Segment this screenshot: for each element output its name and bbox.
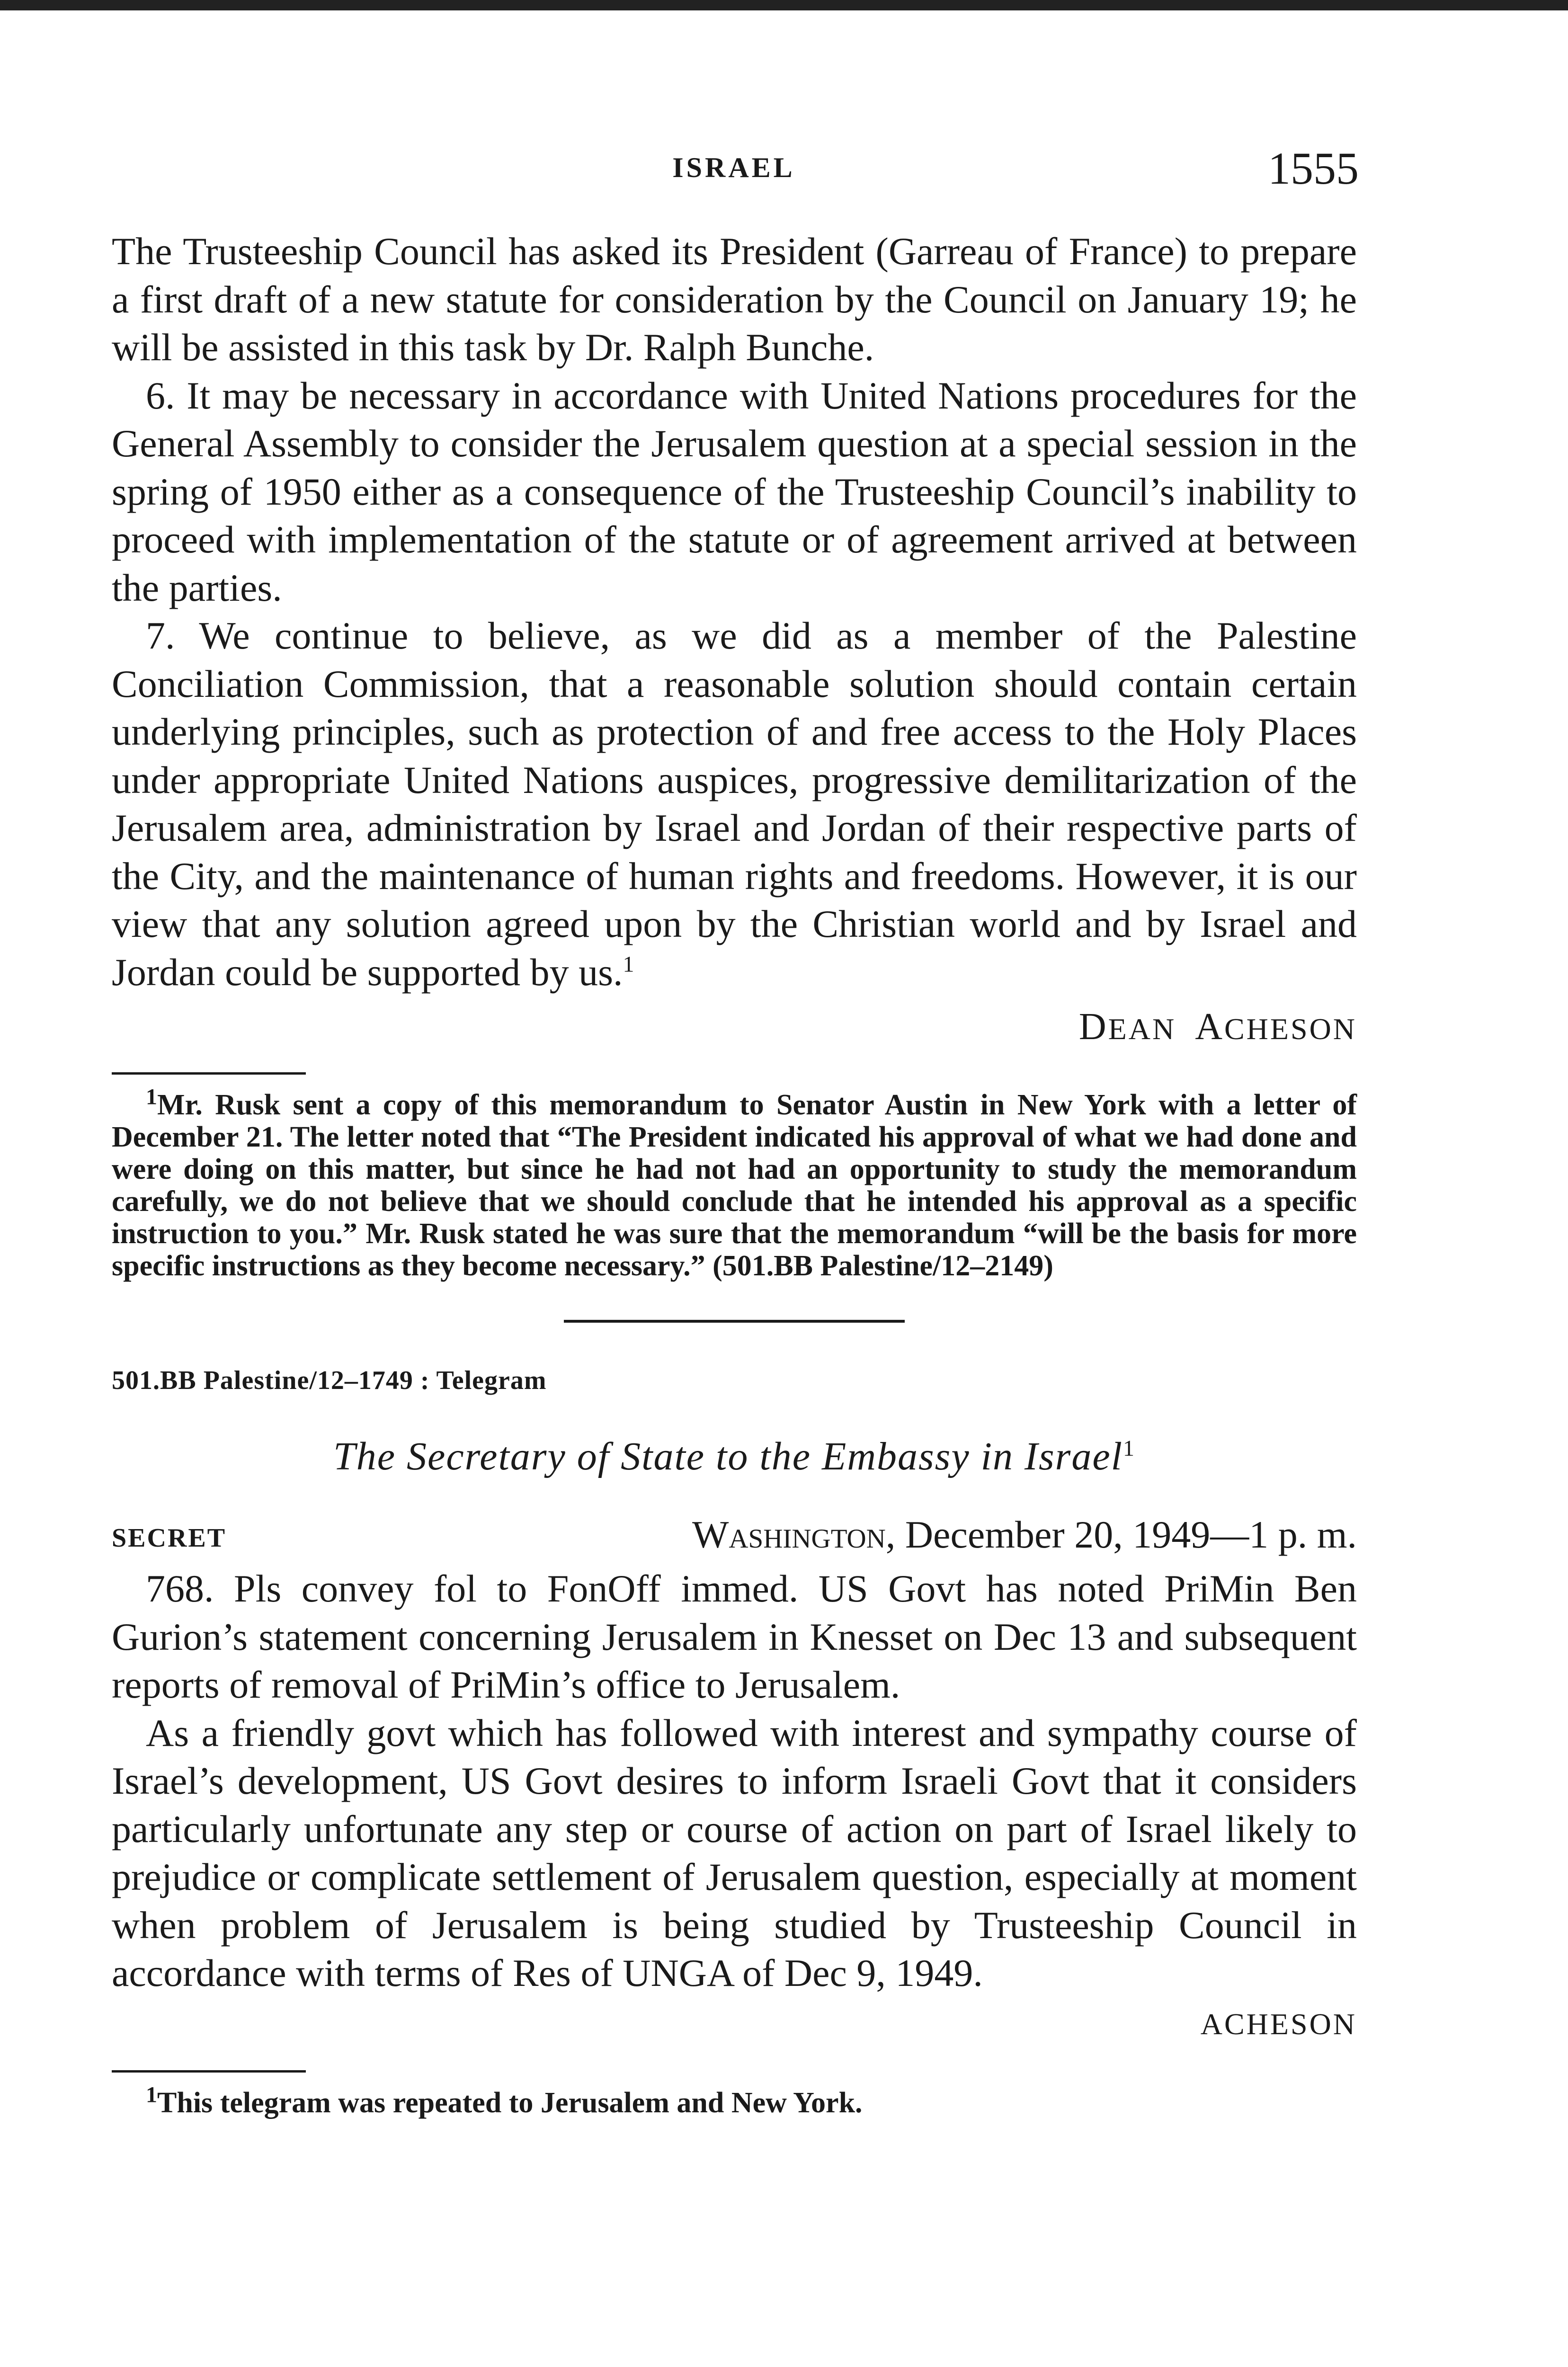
signature-last: ACHESON xyxy=(1195,1006,1357,1048)
telegram-paragraph-1: 768. Pls convey fol to FonOff immed. US Govt has noted PriMin Ben Gurion’s statement concerning Jerusalem in Knesset on Dec 13 and subsequent reports of removal of PriMin’s office to Jerusalem. xyxy=(112,1567,1357,1706)
page-header xyxy=(109,142,1359,199)
memo-paragraph-continued: The Trusteeship Council has asked its President (Garreau of France) to prepare a first draft of a new statute for consideration by the Council on January 19; he will be assisted in this task by Dr. Ralph Bunche. xyxy=(112,230,1357,369)
dateline xyxy=(692,1513,1357,1557)
memo-paragraph-7-text: 7. We continue to believe, as we did as a member of the Palestine Conciliation Commission, that a reasonable solution should contain certain underlying principles, such as protection of and free access to the Holy Places under appropriate United Nations auspices, progressive demilitarization of the Jerusalem area, administration by Israel and Jordan of their respective parts of the City, and the maintenance of human rights and freedoms. However, it is our view that any solution agreed upon by the Christian world and by Israel and Jordan could be supported by us. xyxy=(112,614,1357,994)
telegram-footnote xyxy=(112,2082,1357,2119)
page-body xyxy=(112,227,1357,2119)
dateline-date: , December 20, 1949—1 p. m. xyxy=(885,1513,1357,1556)
telegram-title: The Secretary of State to the Embassy in Israel$^1$ xyxy=(333,1434,1135,1478)
footnote-rule xyxy=(112,1072,306,1075)
telegram-paragraph-2: As a friendly govt which has followed with interest and sympathy course of Israel’s development, US Govt desires to inform Israeli Govt that it considers particularly unfortunate any step or course of action on part of Israel likely to prejudice or complicate settlement of Jerusalem question, especially at moment when problem of Jerusalem is being studied by Trusteeship Council in accordance with terms of Res of UNGA of Dec 9, 1949. xyxy=(112,1711,1357,1994)
telegram-signature xyxy=(112,2007,1357,2042)
dateline-place: Washington xyxy=(692,1513,886,1556)
memo-paragraph-6: 6. It may be necessary in accordance with United Nations procedures for the General Assembly to consider the Jerusalem question at a special session in the spring of 1950 either as a consequence of the Trusteeship Council’s inability to proceed with implementation of the statute or of agreement arrived at between the parties. xyxy=(112,374,1357,609)
memo-footnote-text: Mr. Rusk sent a copy of this memorandum to Senator Austin in New York with a letter of December 21. The letter noted that “The President indicated his approval of what we had done and were doing on this matter, but since he had not had an opportunity to study the memorandum carefully, we do not believe that we should conclude that he intended his approval as a specific instruction to you.” Mr. Rusk stated he was sure that the memorandum “will be the basis for more specific instructions as they become necessary.” (501.BB Palestine/12–2149) xyxy=(112,1089,1357,1282)
running-head: ISRAEL xyxy=(672,152,795,183)
section-divider xyxy=(564,1320,905,1323)
classification: SECRET xyxy=(112,1523,227,1553)
page-top-edge xyxy=(0,0,1568,10)
memo-footnote xyxy=(112,1084,1357,1282)
signature-first: DEAN xyxy=(1078,1006,1176,1048)
title-footnote-marker: 1 xyxy=(1123,1436,1135,1461)
telegram-footnote-text: This telegram was repeated to Jerusalem and New York. xyxy=(157,2086,863,2119)
footnote-marker: 1 xyxy=(623,952,634,977)
footnote-rule-2 xyxy=(112,2070,306,2073)
footnote-number: 1 xyxy=(146,1084,157,1110)
page-number: 1555 xyxy=(1268,143,1359,194)
dateline-row xyxy=(112,1513,1357,1565)
memo-paragraph-7 xyxy=(112,612,1357,996)
telegram-signature-text: ACHESON xyxy=(1200,2007,1357,2041)
telegram-doc-ref: 501.BB Palestine/12–1749 : Telegram xyxy=(112,1366,547,1395)
telegram-footnote-number: 1 xyxy=(146,2082,157,2107)
memo-signature xyxy=(112,1006,1357,1049)
